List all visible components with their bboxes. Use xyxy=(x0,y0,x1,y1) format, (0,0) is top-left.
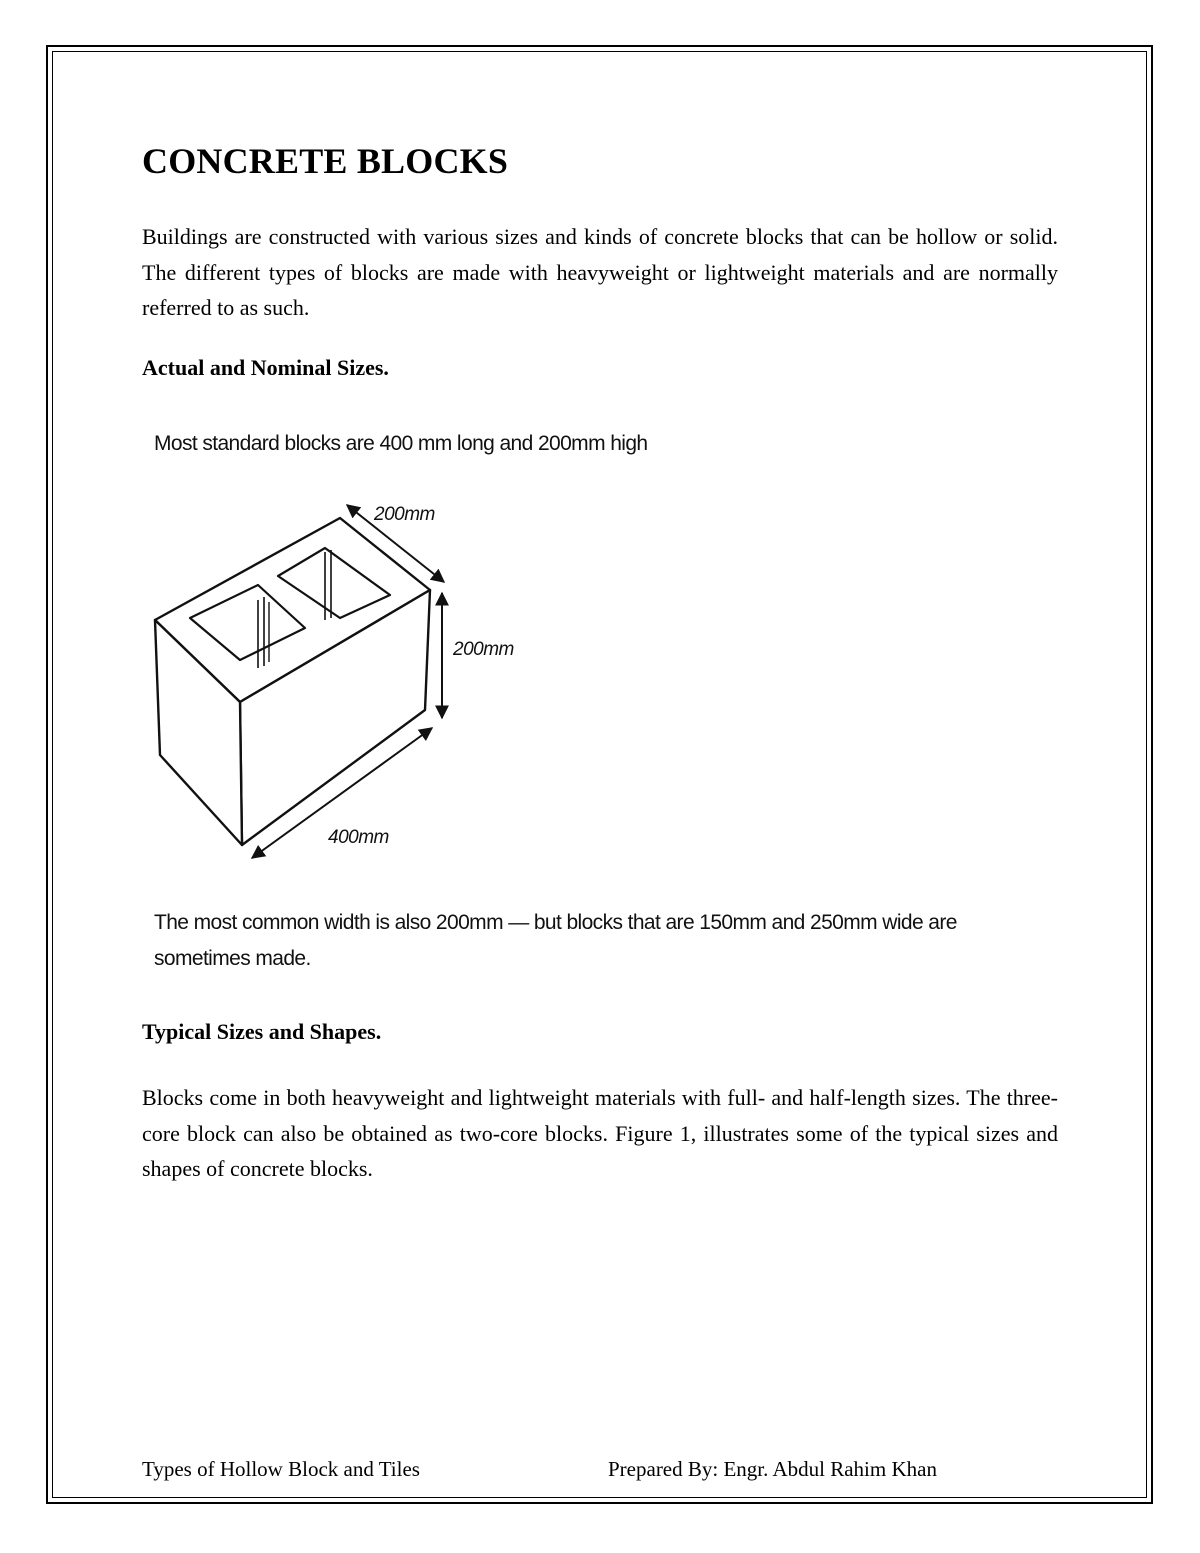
footer-document-title: Types of Hollow Block and Tiles xyxy=(142,1457,420,1481)
intro-paragraph: Buildings are constructed with various sizes and kinds of concrete blocks that can be hollow or solid. The different types of blocks are made with heavyweight or lightweight materials and are normally referred to as such. xyxy=(142,224,1058,320)
actual-sizes-heading: Actual and Nominal Sizes. xyxy=(142,355,389,380)
height-label: 200mm xyxy=(453,639,514,660)
length-label: 400mm xyxy=(328,827,389,848)
page-title: CONCRETE BLOCKS xyxy=(142,141,509,181)
footer-author: Prepared By: Engr. Abdul Rahim Khan xyxy=(608,1457,937,1481)
typical-sizes-paragraph: Blocks come in both heavyweight and lightweight materials with full- and half-length sizes. The three-core block can also be obtained as two-core blocks. Figure 1, illustrates some of the typical sizes and shapes of concrete blocks. xyxy=(142,1085,1058,1181)
typical-sizes-heading: Typical Sizes and Shapes. xyxy=(142,1019,382,1044)
block-drawing xyxy=(155,518,430,845)
depth-label: 200mm xyxy=(374,504,435,525)
concrete-block-illustration xyxy=(140,490,560,870)
standard-size-caption: Most standard blocks are 400 mm long and 200mm high xyxy=(154,432,648,455)
width-caption: The most common width is also 200mm — but blocks that are 150mm and 250mm wide are sometimes made. xyxy=(154,911,957,970)
